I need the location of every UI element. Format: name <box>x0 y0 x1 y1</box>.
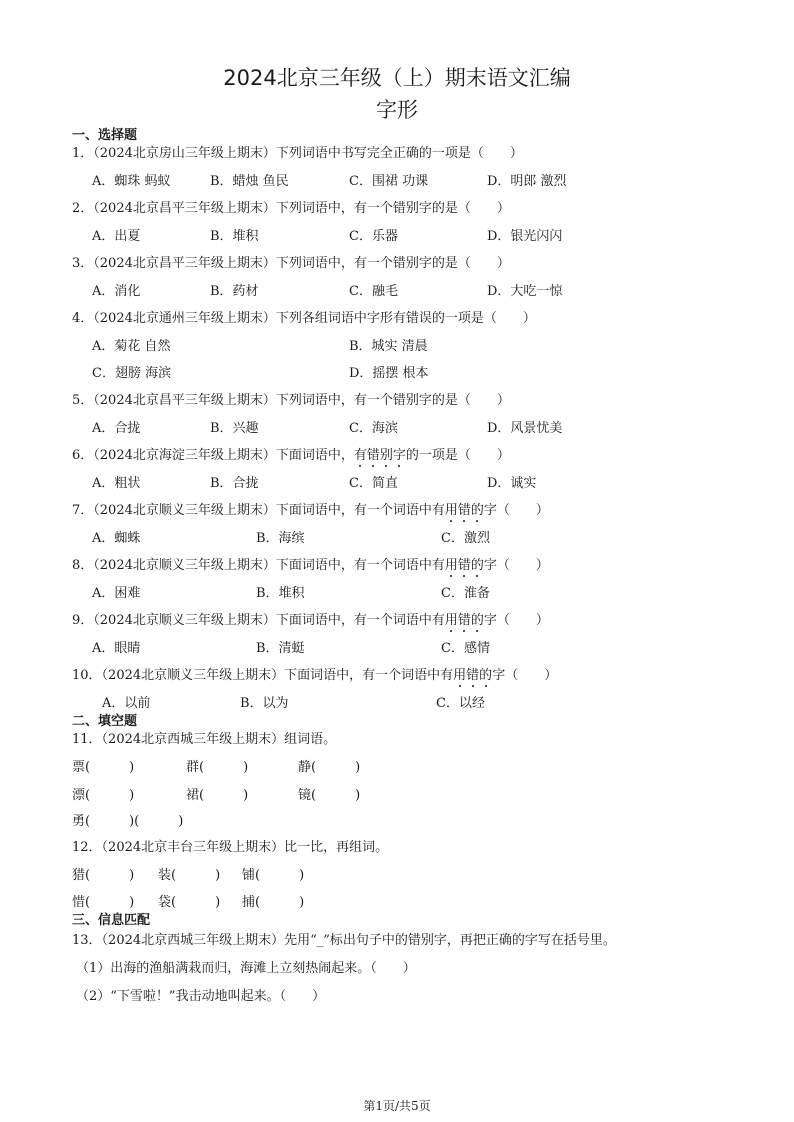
fill-item: 捕( ) <box>242 895 305 910</box>
emphasis-char: 错 <box>458 499 471 518</box>
question-9-stem-start: 9．（2024北京顺义三年级上期末）下面词语中，有一个词语中有 <box>72 613 445 628</box>
question-9-option-c: C．感情 <box>441 641 490 656</box>
question-9-stem <box>72 609 549 628</box>
emphasis-char: 用 <box>445 499 458 518</box>
document-subtitle: 字形 <box>376 98 418 122</box>
fill-item: 勇( )( ) <box>72 814 184 829</box>
fill-item: 铺( ) <box>242 868 305 883</box>
question-6-stem <box>72 444 510 463</box>
question-5-option-b: B．兴趣 <box>210 421 259 436</box>
question-3-option-d: D．大吃一惊 <box>487 284 563 299</box>
question-2-option-d: D．银光闪闪 <box>487 229 563 244</box>
question-5-option-a: A．合拢 <box>92 421 141 436</box>
question-1-option-a: A．蜘珠 蚂蚁 <box>92 174 171 189</box>
question-13-sentence-1: （1）出海的渔船满栽而归，海滩上立刻热闹起来。（ ） <box>76 961 416 976</box>
fill-item: 票( ) <box>72 760 135 775</box>
emphasis-char: 别 <box>380 444 393 463</box>
question-3-option-a: A．消化 <box>92 284 141 299</box>
question-4-option-d: D．摇摆 根本 <box>349 366 429 381</box>
question-6-option-b: B．合拢 <box>210 476 259 491</box>
page-footer: 第1页/共5页 <box>363 1099 431 1113</box>
question-5-stem: 5．（2024北京昌平三年级上期末）下列词语中，有一个错别字的是（ ） <box>72 393 510 408</box>
fill-item: 群( ) <box>186 760 249 775</box>
emphasis-char: 的 <box>471 554 484 573</box>
fill-item: 装( ) <box>158 868 221 883</box>
question-7-option-c: C．激烈 <box>441 531 490 546</box>
question-10-option-c: C．以经 <box>436 696 485 711</box>
question-3-stem: 3．（2024北京昌平三年级上期末）下列词语中，有一个错别字的是（ ） <box>72 256 510 271</box>
question-8-stem-end: 字（ ） <box>483 558 549 573</box>
question-7-stem <box>72 499 549 518</box>
question-1-option-c: C．围裙 功课 <box>349 174 429 189</box>
question-3-option-c: C．融毛 <box>349 284 398 299</box>
question-6-option-a: A．粗状 <box>92 476 141 491</box>
question-7-stem-end: 字（ ） <box>483 503 549 518</box>
fill-item: 静( ) <box>298 760 361 775</box>
question-1-option-d: D．明郎 激烈 <box>487 174 567 189</box>
question-10-stem-start: 10．（2024北京顺义三年级上期末）下面词语中，有一个词语中有 <box>72 668 454 683</box>
question-2-option-a: A．出夏 <box>92 229 141 244</box>
fill-item: 猎( ) <box>72 868 135 883</box>
question-13-stem: 13．（2024北京西城三年级上期末）先用“_”标出句子中的错别字，再把正确的字写在括号里。 <box>72 933 616 948</box>
emphasis-char: 用 <box>453 664 466 683</box>
emphasis-char: 用 <box>445 609 458 628</box>
emphasis-char: 的 <box>471 499 484 518</box>
question-8-option-b: B．堆积 <box>256 586 305 601</box>
question-6-option-c: C．简直 <box>349 476 398 491</box>
question-8-option-c: C．淮备 <box>441 586 490 601</box>
emphasis-char: 有 <box>354 444 367 463</box>
question-8-stem-start: 8．（2024北京顺义三年级上期末）下面词语中，有一个词语中有 <box>72 558 445 573</box>
document-title: 2024北京三年级（上）期末语文汇编 <box>223 66 571 90</box>
question-6-stem-start: 6．（2024北京海淀三年级上期末）下面词语中， <box>72 448 354 463</box>
question-6-option-d: D．诚实 <box>487 476 537 491</box>
fill-item: 惜( ) <box>72 895 135 910</box>
question-10-option-a: A．以前 <box>102 696 151 711</box>
question-6-stem-end: 的一项是（ ） <box>405 448 510 463</box>
question-7-stem-start: 7．（2024北京顺义三年级上期末）下面词语中，有一个词语中有 <box>72 503 445 518</box>
question-5-option-c: C．海滨 <box>349 421 398 436</box>
emphasis-char: 错 <box>458 609 471 628</box>
question-5-option-d: D．风景忧美 <box>487 421 563 436</box>
fill-item: 漂( ) <box>72 788 135 803</box>
question-11-stem: 11．（2024北京西城三年级上期末）组词语。 <box>72 732 337 747</box>
question-10-stem-end: 字（ ） <box>492 668 558 683</box>
question-4-stem: 4．（2024北京通州三年级上期末）下列各组词语中字形有错误的一项是（ ） <box>72 311 536 326</box>
question-2-stem: 2．（2024北京昌平三年级上期末）下列词语中，有一个错别字的是（ ） <box>72 201 510 216</box>
emphasis-char: 字 <box>393 444 406 463</box>
fill-item: 裙( ) <box>186 788 249 803</box>
question-8-stem <box>72 554 549 573</box>
question-4-option-a: A．菊花 自然 <box>92 339 171 354</box>
emphasis-char: 的 <box>471 609 484 628</box>
question-12-stem: 12．（2024北京丰台三年级上期末）比一比，再组词。 <box>72 840 389 855</box>
section-heading-choice: 一、选择题 <box>72 128 138 143</box>
question-2-option-c: C．乐器 <box>349 229 398 244</box>
question-3-option-b: B．药材 <box>210 284 259 299</box>
emphasis-char: 错 <box>466 664 479 683</box>
question-2-option-b: B．堆积 <box>210 229 259 244</box>
question-8-option-a: A．困难 <box>92 586 141 601</box>
question-7-option-a: A．蜘蛛 <box>92 531 141 546</box>
question-4-option-b: B．城实 清晨 <box>349 339 428 354</box>
fill-item: 镜( ) <box>298 788 361 803</box>
emphasis-char: 用 <box>445 554 458 573</box>
fill-item: 袋( ) <box>158 895 221 910</box>
question-1-stem: 1．（2024北京房山三年级上期末）下列词语中书写完全正确的一项是（ ） <box>72 146 523 161</box>
section-heading-match: 三、信息匹配 <box>72 913 151 928</box>
question-9-option-b: B．清蜓 <box>256 641 305 656</box>
emphasis-char: 错 <box>367 444 380 463</box>
question-13-sentence-2: （2）“下雪啦！”我击动地叫起来。（ ） <box>76 989 326 1004</box>
question-9-stem-end: 字（ ） <box>483 613 549 628</box>
question-1-option-b: B．蜡烛 鱼民 <box>210 174 289 189</box>
question-4-option-c: C．翅膀 海滨 <box>92 366 172 381</box>
question-9-option-a: A．眼睛 <box>92 641 141 656</box>
question-10-option-b: B．以为 <box>240 696 289 711</box>
emphasis-char: 错 <box>458 554 471 573</box>
question-7-option-b: B．海缤 <box>256 531 305 546</box>
question-10-stem <box>72 664 557 683</box>
section-heading-fill: 二、填空题 <box>72 714 138 729</box>
emphasis-char: 的 <box>479 664 492 683</box>
